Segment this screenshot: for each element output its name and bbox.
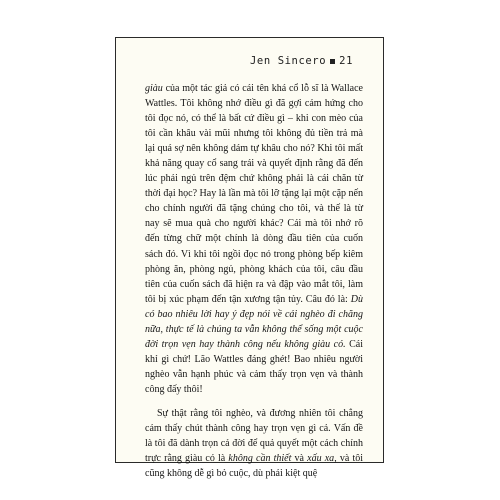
italic-text: không cần thiết	[228, 453, 292, 465]
text-run: của một tác giả có cái tên khá cổ lỗ sĩ là Wallace Wattles. Tôi không nhớ điều gì đã gợi cảm hứng cho tôi đọc nó, có thể là bất cứ điều gì – khi con mèo của tôi cần khâu vài mũi nhưng tôi không đủ tiền trả mà lại quá sợ nên không dám tự khâu cho nó? Khi tôi mất khả năng quay cổ sang trái và quyết định rằng đã đến lúc phải ngủ trên đệm chứ không phải là cái chăn từ thời đại học? Hay là lần mà tôi lỡ tặng lại một cặp nến cho chính người đã tặng chúng cho tôi, và thế là từ nay sẽ mua quà cho người khác? Cái mà tôi nhớ rõ đến từng chữ một chính là dòng đầu tiên của cuốn sách đó. Vì khi tôi ngồi đọc nó trong phòng bếp kiêm phòng ăn, phòng ngủ, phòng khách của tôi, câu đầu tiên của cuốn sách đã hiện ra và đập vào mắt tôi, làm tôi bị xúc phạm đến tận xương tận tủy. Câu đó là:	[145, 83, 363, 305]
author-name: Jen Sincero	[250, 55, 327, 67]
paragraph	[145, 81, 363, 397]
text-run: Sự thật rằng tôi nghèo, và đương nhiên tôi chẳng cảm thấy chút thành công hay trọn vẹn gì cả. Vấn đề là tôi đã dành trọn cả đời để quả quyết một cách chính trực rằng giàu có là	[145, 407, 363, 465]
running-header	[250, 55, 353, 67]
paragraph	[145, 406, 363, 481]
italic-text: giàu	[145, 83, 163, 94]
page-number: 21	[339, 55, 353, 67]
italic-quote: Dù có bao nhiêu lời hay ý đẹp nói về cái nghèo đi chăng nữa, thực tế là chúng ta vẫn không thể sống một cuộc đời trọn vẹn hay thành công nếu không giàu có.	[145, 293, 363, 350]
body-text	[145, 81, 363, 481]
italic-text: xấu xa	[307, 453, 335, 465]
book-page	[115, 37, 384, 480]
separator-square-icon	[330, 59, 335, 64]
text-run: , và tôi cũng không dễ gì bỏ cuộc, dù phải kiệt quệ	[145, 453, 363, 480]
text-run: Cái khỉ gì chứ! Lão Wattles đáng ghét! Bao nhiêu người nghèo vẫn hạnh phúc và cảm thấy trọn vẹn và thành công đấy thôi!	[145, 338, 363, 395]
text-run: và	[291, 453, 308, 465]
